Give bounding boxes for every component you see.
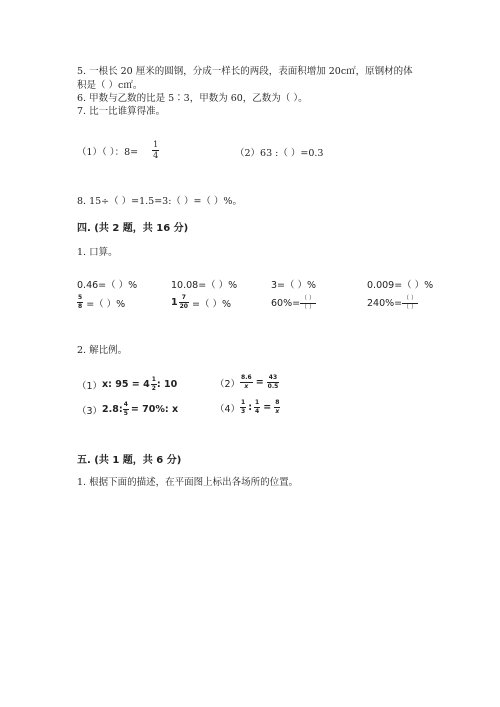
q5-line2: 积是（ ）c㎡。 [77, 80, 143, 91]
ratio-p3 [77, 402, 178, 417]
q7-title: 7. 比一比谁算得准。 [77, 106, 166, 117]
ratio-p4-d3: x [275, 408, 280, 415]
oral-calc-title: 1. 口算。 [77, 247, 118, 258]
ratio-p1-num: 1 [151, 376, 156, 383]
oral-r2c3-den: （ ） [301, 304, 315, 311]
section-4-heading: 四. (共 2 题，共 16 分) [77, 223, 189, 234]
ratio-p3-den: 5 [123, 410, 128, 417]
ratio-p4-n2: 1 [255, 399, 260, 406]
oral-r2c1 [77, 295, 125, 310]
oral-r1c2: 10.08=（ ）% [171, 280, 238, 291]
section-5-heading: 五. (共 1 题，共 6 分) [77, 455, 182, 466]
ratio-p4-label: （4） [215, 403, 241, 415]
ratio-p3-label: （3） [77, 405, 103, 417]
oral-r2c3-left: 60%= [271, 298, 301, 309]
ratio-p2-n1: 8.6 [241, 374, 252, 381]
ratio-p4-frac1 [240, 400, 246, 415]
ratio-p3-num: 4 [123, 401, 128, 408]
oral-r2c4-fraction [402, 296, 418, 311]
oral-r1c4: 0.009=（ ）% [367, 280, 434, 291]
ratio-p4 [215, 400, 280, 415]
q7-part1-text: （1）（ ）：8= [77, 146, 139, 158]
oral-r2c3-fraction [300, 296, 316, 311]
ratio-p2 [215, 375, 279, 390]
ratio-p4-eq: = [263, 402, 272, 413]
ratio-p2-d2: 0.5 [267, 383, 279, 390]
ratio-p2-frac1 [240, 375, 253, 390]
oral-r2c4-num: （ ） [403, 295, 418, 302]
q6-text: 6. 甲数与乙数的比是 5∶3，甲数为 60，乙数为（ ）。 [77, 93, 308, 104]
oral-r2c1-fraction [77, 295, 83, 310]
ratio-p4-colon: : [248, 402, 253, 413]
q5-line1: 5. 一根长 20 厘米的圆钢，分成一样长的两段，表面积增加 20c㎡，原钢材的体 [77, 66, 413, 77]
ratio-p1-label: （1） [77, 380, 103, 392]
ratio-p4-frac3 [274, 400, 280, 415]
oral-r2c4-den: （ ） [403, 304, 418, 311]
oral-r2c3-num: （ ） [301, 295, 315, 302]
oral-r2c2-whole: 1 [171, 297, 178, 308]
oral-r2c2-num: 7 [181, 294, 186, 301]
oral-r2c2 [171, 295, 231, 310]
ratio-p3-a: 2.8: [102, 404, 123, 415]
q7-part2: （2）63 :（ ）=0.3 [235, 148, 324, 159]
ratio-p3-fraction [123, 402, 129, 417]
oral-r2c2-den: 20 [179, 303, 188, 310]
ratio-p1 [77, 377, 177, 392]
ratio-p2-n2: 43 [268, 374, 278, 381]
q7-part1-fraction [152, 141, 159, 160]
ratio-p1-eq: x: 95 = 4 [102, 379, 150, 390]
oral-r2c2-fraction [179, 295, 189, 310]
ratio-p4-n1: 1 [241, 399, 246, 406]
map-question: 1. 根据下面的描述，在平面图上标出各场所的位置。 [77, 477, 299, 488]
oral-r1c3: 3=（ ）% [271, 280, 317, 291]
ratio-p1-tail: : 10 [156, 379, 178, 390]
ratio-p4-d1: 3 [241, 408, 246, 415]
ratio-p4-frac2 [254, 400, 260, 415]
q8-text: 8. 15÷（ ）=1.5=3:（ ）=（ ）%。 [77, 196, 242, 207]
oral-r2c4 [367, 296, 418, 311]
oral-r2c1-rest: =（ ）% [86, 298, 126, 310]
q7-part1-denominator: 4 [153, 151, 159, 160]
ratio-p4-n3: 8 [275, 399, 280, 406]
oral-r2c2-rest: =（ ）% [191, 298, 231, 310]
ratio-p2-frac2 [267, 375, 280, 390]
ratio-p2-d1: x [244, 383, 249, 390]
ratio-p4-d2: 4 [255, 408, 260, 415]
q7-part1-numerator: 1 [153, 140, 159, 149]
q7-part1 [77, 141, 159, 160]
oral-r1c1: 0.46=（ ）% [77, 280, 138, 291]
oral-r2c4-left: 240%= [367, 298, 403, 309]
ratio-p2-eq: = [255, 377, 264, 388]
oral-r2c1-num: 5 [78, 294, 83, 301]
ratio-title: 2. 解比例。 [77, 345, 128, 356]
oral-r2c1-den: 8 [78, 303, 83, 310]
ratio-p2-label: （2） [215, 378, 241, 390]
ratio-p3-tail: = 70%: x [130, 404, 179, 415]
ratio-p1-den: 2 [151, 385, 156, 392]
oral-r2c3 [271, 296, 316, 311]
